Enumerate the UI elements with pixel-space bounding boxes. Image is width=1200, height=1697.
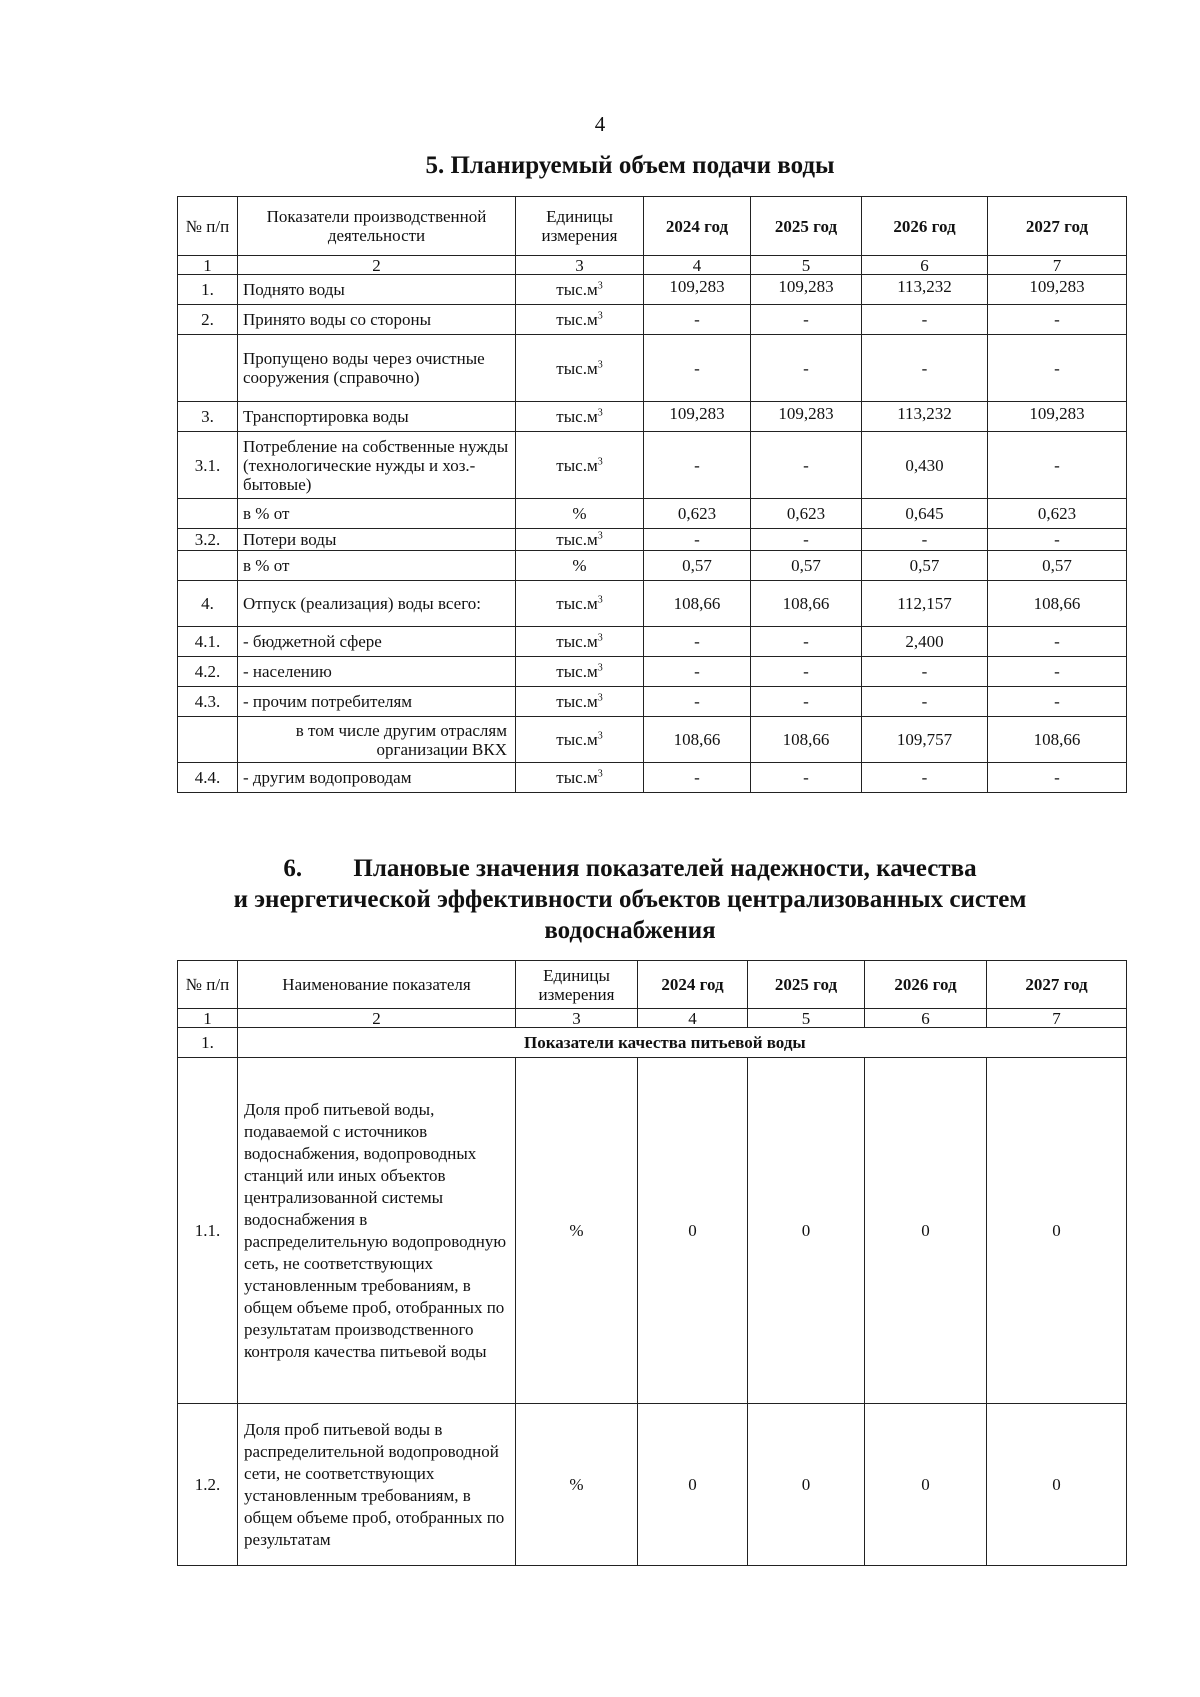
row-unit (516, 529, 644, 551)
row-num: 4. (178, 581, 238, 627)
value-2024: - (644, 432, 751, 499)
row-num: 4.2. (178, 657, 238, 687)
col-number: 7 (987, 1009, 1127, 1028)
row-indicator: - бюджетной сфере (238, 627, 516, 657)
unit-text: тыс.м (556, 280, 598, 299)
unit-exp: 3 (597, 594, 603, 606)
value-2025: 108,66 (751, 717, 862, 763)
value-2025: - (751, 627, 862, 657)
value-2027: - (988, 657, 1127, 687)
row-indicator: - прочим потребителям (238, 687, 516, 717)
value-2024: 108,66 (644, 717, 751, 763)
row-indicator: Доля проб питьевой воды в распределительной водопроводной сети, не соответствующих установленным требованиям, в общем объеме проб, отобранных по результатам (238, 1404, 516, 1566)
table-row (178, 657, 1127, 687)
table-row (178, 499, 1127, 529)
col-header-2027: 2027 год (987, 961, 1127, 1009)
row-indicator: в % от (238, 499, 516, 529)
row-unit: % (516, 499, 644, 529)
section6-title-line1 (180, 853, 1080, 884)
section6-title-line2: и энергетической эффективности объектов централизованных систем (233, 886, 1027, 913)
unit-text: тыс.м (556, 632, 598, 651)
row-indicator: Доля проб питьевой воды, подаваемой с источников водоснабжения, водопроводных станций или иных объектов централизованной системы водоснабжения в распределительную водопроводную сеть, не соответствующих установленным требованиям, в общем объеме проб, отобранных по результатам производственного контроля качества питьевой воды (238, 1058, 516, 1404)
value-2024: 0,57 (644, 551, 751, 581)
value-2027: 0,57 (988, 551, 1127, 581)
col-number: 6 (862, 256, 988, 275)
value-2026: 2,400 (862, 627, 988, 657)
col-header-2026: 2026 год (862, 197, 988, 256)
col-header-2025: 2025 год (751, 197, 862, 256)
value-2027: - (988, 687, 1127, 717)
table-row (178, 627, 1127, 657)
row-unit: % (516, 1058, 638, 1404)
row-num: 1.1. (178, 1058, 238, 1404)
row-unit (516, 275, 644, 305)
value-2025: 109,283 (751, 402, 862, 432)
group-num: 1. (178, 1028, 238, 1058)
col-number: 2 (238, 256, 516, 275)
row-unit (516, 305, 644, 335)
unit-text: тыс.м (556, 594, 598, 613)
col-header-unit: Единицы измерения (516, 961, 638, 1009)
col-header-2026: 2026 год (865, 961, 987, 1009)
col-header-2027: 2027 год (988, 197, 1127, 256)
table-row (178, 763, 1127, 793)
value-2024: - (644, 687, 751, 717)
value-2025: 109,283 (751, 275, 862, 305)
value-2025: - (751, 529, 862, 551)
table-row (178, 432, 1127, 499)
value-2025: 0,623 (751, 499, 862, 529)
value-2025: - (751, 687, 862, 717)
row-unit (516, 627, 644, 657)
table-header-row (178, 197, 1127, 256)
row-indicator: Принято воды со стороны (238, 305, 516, 335)
col-number: 3 (516, 256, 644, 275)
section6-title (180, 853, 1080, 946)
section6-title-line3: водоснабжения (544, 917, 716, 944)
group-title: Показатели качества питьевой воды (238, 1028, 1127, 1058)
col-number: 4 (644, 256, 751, 275)
value-2024: 109,283 (644, 275, 751, 305)
table-row (178, 687, 1127, 717)
col-number: 5 (748, 1009, 865, 1028)
table-row (178, 1058, 1127, 1404)
row-num: 1.2. (178, 1404, 238, 1566)
row-unit (516, 687, 644, 717)
value-2027: 0,623 (988, 499, 1127, 529)
row-indicator: в % от (238, 551, 516, 581)
value-2027: - (988, 763, 1127, 793)
value-2024: - (644, 627, 751, 657)
section6-number: 6. (283, 855, 303, 882)
unit-exp: 3 (597, 310, 603, 322)
row-indicator: Поднято воды (238, 275, 516, 305)
row-indicator: - населению (238, 657, 516, 687)
value-2024: - (644, 335, 751, 402)
unit-exp: 3 (597, 358, 603, 370)
unit-text: тыс.м (556, 455, 598, 475)
value-2026: - (862, 763, 988, 793)
value-2025: 0 (748, 1404, 865, 1566)
table-row (178, 581, 1127, 627)
unit-exp: 3 (597, 280, 603, 292)
value-2027: 0 (987, 1404, 1127, 1566)
unit-exp: 3 (597, 768, 603, 780)
column-number-row (178, 1009, 1127, 1028)
row-num: 4.1. (178, 627, 238, 657)
unit-exp: 3 (597, 407, 603, 419)
value-2025: - (751, 335, 862, 402)
col-header-2024: 2024 год (644, 197, 751, 256)
table-row (178, 717, 1127, 763)
reliability-indicators-table (177, 960, 1127, 1566)
value-2026: - (862, 335, 988, 402)
col-header-num: № п/п (178, 197, 238, 256)
row-indicator: Транспортировка воды (238, 402, 516, 432)
value-2027: - (988, 432, 1127, 499)
row-indicator: Отпуск (реализация) воды всего: (238, 581, 516, 627)
value-2024: 109,283 (644, 402, 751, 432)
row-unit (516, 432, 644, 499)
value-2026: 112,157 (862, 581, 988, 627)
row-unit: % (516, 1404, 638, 1566)
table-row (178, 1404, 1127, 1566)
col-number: 2 (238, 1009, 516, 1028)
value-2027: 0 (987, 1058, 1127, 1404)
row-unit (516, 763, 644, 793)
row-num (178, 717, 238, 763)
value-2024: 0 (638, 1404, 748, 1566)
value-2026: 0 (865, 1058, 987, 1404)
row-num: 1. (178, 275, 238, 305)
unit-text: тыс.м (556, 407, 598, 426)
value-2026: - (862, 657, 988, 687)
column-number-row (178, 256, 1127, 275)
col-header-indicator: Показатели производственной деятельности (238, 197, 516, 256)
value-2026: 0,430 (862, 432, 988, 499)
value-2024: 0,623 (644, 499, 751, 529)
value-2027: - (988, 335, 1127, 402)
value-2027: 109,283 (988, 402, 1127, 432)
unit-exp: 3 (597, 632, 603, 644)
unit-exp: 3 (597, 530, 603, 542)
value-2026: 0,645 (862, 499, 988, 529)
value-2024: - (644, 763, 751, 793)
value-2026: 113,232 (862, 402, 988, 432)
col-number: 1 (178, 1009, 238, 1028)
value-2025: - (751, 657, 862, 687)
value-2027: 109,283 (988, 275, 1127, 305)
table-row (178, 402, 1127, 432)
unit-text: тыс.м (556, 530, 598, 549)
row-num: 4.4. (178, 763, 238, 793)
table-row (178, 275, 1127, 305)
table-header-row (178, 961, 1127, 1009)
page-number: 4 (594, 112, 606, 136)
value-2024: - (644, 305, 751, 335)
col-number: 5 (751, 256, 862, 275)
value-2026: 0 (865, 1404, 987, 1566)
row-num (178, 499, 238, 529)
col-number: 4 (638, 1009, 748, 1028)
row-num: 3.1. (178, 432, 238, 499)
row-unit (516, 717, 644, 763)
row-num: 4.3. (178, 687, 238, 717)
unit-text: тыс.м (556, 692, 598, 711)
row-indicator: Потери воды (238, 529, 516, 551)
table-row (178, 305, 1127, 335)
value-2027: 108,66 (988, 581, 1127, 627)
value-2025: - (751, 432, 862, 499)
value-2025: 108,66 (751, 581, 862, 627)
row-num: 2. (178, 305, 238, 335)
table-row (178, 551, 1127, 581)
row-unit (516, 657, 644, 687)
unit-text: тыс.м (556, 358, 598, 378)
unit-text: тыс.м (556, 662, 598, 681)
col-number: 7 (988, 256, 1127, 275)
row-indicator: Пропущено воды через очистные сооружения (справочно) (238, 335, 516, 402)
unit-text: тыс.м (556, 730, 598, 749)
row-num: 3. (178, 402, 238, 432)
row-unit (516, 402, 644, 432)
row-unit (516, 581, 644, 627)
unit-exp: 3 (597, 662, 603, 674)
col-number: 6 (865, 1009, 987, 1028)
row-num (178, 551, 238, 581)
col-number: 1 (178, 256, 238, 275)
value-2025: - (751, 305, 862, 335)
value-2025: 0 (748, 1058, 865, 1404)
unit-exp: 3 (597, 692, 603, 704)
unit-exp: 3 (597, 730, 603, 742)
value-2026: - (862, 687, 988, 717)
unit-exp: 3 (597, 455, 603, 467)
group-row (178, 1028, 1127, 1058)
value-2024: - (644, 657, 751, 687)
value-2024: 0 (638, 1058, 748, 1404)
row-num (178, 335, 238, 402)
value-2026: 113,232 (862, 275, 988, 305)
water-supply-volume-table (177, 196, 1127, 793)
value-2026: 109,757 (862, 717, 988, 763)
value-2025: 0,57 (751, 551, 862, 581)
col-header-indicator: Наименование показателя (238, 961, 516, 1009)
table-row (178, 529, 1127, 551)
value-2026: - (862, 305, 988, 335)
row-num: 3.2. (178, 529, 238, 551)
value-2027: 108,66 (988, 717, 1127, 763)
value-2027: - (988, 627, 1127, 657)
value-2025: - (751, 763, 862, 793)
col-header-unit: Единицы измерения (516, 197, 644, 256)
row-indicator: - другим водопроводам (238, 763, 516, 793)
row-indicator: Потребление на собственные нужды (технологические нужды и хоз.-бытовые) (238, 432, 516, 499)
col-header-num: № п/п (178, 961, 238, 1009)
row-unit (516, 335, 644, 402)
col-number: 3 (516, 1009, 638, 1028)
col-header-2024: 2024 год (638, 961, 748, 1009)
value-2026: 0,57 (862, 551, 988, 581)
unit-text: тыс.м (556, 310, 598, 329)
value-2027: - (988, 529, 1127, 551)
section5-title: 5. Планируемый объем подачи воды (425, 152, 835, 179)
unit-text: тыс.м (556, 768, 598, 787)
table-row (178, 335, 1127, 402)
col-header-2025: 2025 год (748, 961, 865, 1009)
value-2026: - (862, 529, 988, 551)
value-2024: - (644, 529, 751, 551)
value-2027: - (988, 305, 1127, 335)
value-2024: 108,66 (644, 581, 751, 627)
row-indicator: в том числе другим отраслям организации ВКХ (238, 717, 516, 763)
section6-title-text1: Плановые значения показателей надежности, качества (353, 855, 977, 882)
row-unit: % (516, 551, 644, 581)
